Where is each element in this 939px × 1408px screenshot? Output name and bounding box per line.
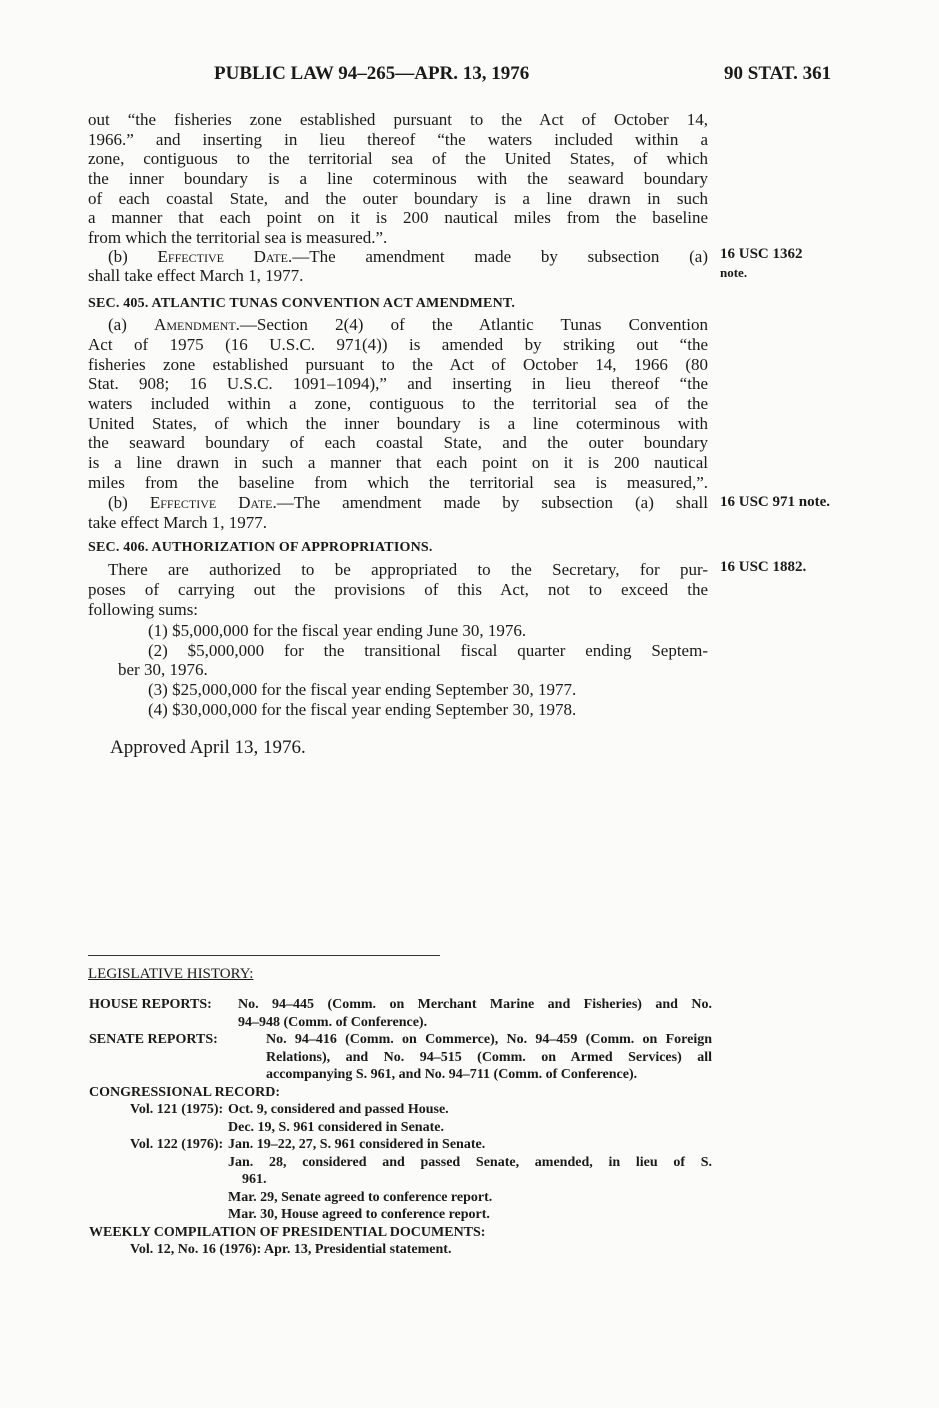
text-line: of each coastal State, and the outer boundary is a line drawn in such — [88, 189, 708, 208]
house-reports: No. 94–445 (Comm. on Merchant Marine and Fisheries) and No. — [238, 997, 712, 1012]
text-line: from which the territorial sea is measured.”. — [88, 228, 388, 247]
sum-item: (1) $5,000,000 for the fiscal year ending June 30, 1976. — [148, 621, 527, 640]
senate-reports: Relations), and No. 94–515 (Comm. on Armed Services) all — [266, 1050, 712, 1065]
sum-item: (4) $30,000,000 for the fiscal year ending September 30, 1978. — [148, 700, 577, 719]
senate-reports-label: SENATE REPORTS: — [89, 1032, 218, 1047]
weekly-compilation-label: WEEKLY COMPILATION OF PRESIDENTIAL DOCUMENTS: — [89, 1225, 486, 1240]
text-line: Stat. 908; 16 U.S.C. 1091–1094),” and inserting in lieu thereof “the — [88, 374, 708, 393]
record-entry: 961. — [242, 1172, 267, 1187]
page-stat-number: 90 STAT. 361 — [724, 63, 832, 84]
section-heading-406: SEC. 406. AUTHORIZATION OF APPROPRIATIONS. — [88, 540, 433, 555]
text-line: waters included within a zone, contiguous to the territorial sea of the — [88, 394, 708, 413]
text-line: the inner boundary is a line coterminous with the seaward boundary — [88, 169, 708, 188]
legislative-history-title: LEGISLATIVE HISTORY: — [88, 966, 254, 982]
senate-reports: No. 94–416 (Comm. on Commerce), No. 94–459 (Comm. on Foreign — [266, 1032, 712, 1047]
section-heading-405: SEC. 405. ATLANTIC TUNAS CONVENTION ACT AMENDMENT. — [88, 296, 516, 311]
sum-item-cont: ber 30, 1976. — [118, 660, 208, 679]
house-reports-label: HOUSE REPORTS: — [89, 997, 212, 1012]
text-line: miles from the baseline from which the territorial sea is measured,”. — [88, 473, 708, 492]
house-reports: 94–948 (Comm. of Conference). — [238, 1015, 428, 1030]
text-line: There are authorized to be appropriated to the Secretary, for pur- — [108, 560, 708, 579]
record-entry: Dec. 19, S. 961 considered in Senate. — [228, 1120, 444, 1135]
margin-note: 16 USC 1362 — [720, 246, 803, 262]
sum-item: (2) $5,000,000 for the transitional fiscal quarter ending Septem- — [148, 641, 708, 660]
vol-122-label: Vol. 122 (1976): — [130, 1137, 224, 1152]
text-line: poses of carrying out the provisions of this Act, not to exceed the — [88, 580, 708, 599]
approval-line: Approved April 13, 1976. — [110, 737, 306, 758]
text-line: is a line drawn in such a manner that each point on it is 200 nautical — [88, 453, 708, 472]
text-line: following sums: — [88, 600, 199, 619]
record-entry: Mar. 30, House agreed to conference report. — [228, 1207, 490, 1222]
margin-note: note. — [720, 265, 748, 280]
record-entry: Jan. 19–22, 27, S. 961 considered in Senate. — [228, 1137, 486, 1152]
text-line: shall take effect March 1, 1977. — [88, 266, 304, 285]
record-entry: Oct. 9, considered and passed House. — [228, 1102, 449, 1117]
weekly-compilation-entry: Vol. 12, No. 16 (1976): Apr. 13, Presidential statement. — [130, 1242, 452, 1257]
record-entry: Mar. 29, Senate agreed to conference report. — [228, 1190, 493, 1205]
text-line: United States, of which the inner boundary is a line coterminous with — [88, 414, 708, 433]
text-line: the seaward boundary of each coastal State, and the outer boundary — [88, 433, 708, 452]
text-line: take effect March 1, 1977. — [88, 513, 268, 532]
text-line: 1966.” and inserting in lieu thereof “the waters included within a — [88, 130, 708, 149]
running-header-title: PUBLIC LAW 94–265—APR. 13, 1976 — [214, 63, 530, 84]
text-line: a manner that each point on it is 200 nautical miles from the baseline — [88, 208, 708, 227]
text-line: fisheries zone established pursuant to the Act of October 14, 1966 (80 — [88, 355, 708, 374]
effective-date-line: (b) Effective Date.—The amendment made by subsection (a) — [108, 247, 708, 266]
record-entry: Jan. 28, considered and passed Senate, amended, in lieu of S. — [228, 1155, 712, 1170]
divider-rule — [88, 955, 440, 956]
senate-reports: accompanying S. 961, and No. 94–711 (Comm. of Conference). — [266, 1067, 638, 1082]
margin-note: 16 USC 1882. — [720, 559, 807, 575]
congressional-record-label: CONGRESSIONAL RECORD: — [89, 1085, 280, 1100]
vol-121-label: Vol. 121 (1975): — [130, 1102, 224, 1117]
text-line: zone, contiguous to the territorial sea of the United States, of which — [88, 149, 708, 168]
text-line: (a) Amendment.—Section 2(4) of the Atlantic Tunas Convention — [108, 315, 708, 334]
sum-item: (3) $25,000,000 for the fiscal year ending September 30, 1977. — [148, 680, 577, 699]
margin-note: 16 USC 971 note. — [720, 494, 831, 510]
text-line: out “the fisheries zone established pursuant to the Act of October 14, — [88, 110, 708, 129]
text-line: Act of 1975 (16 U.S.C. 971(4)) is amended by striking out “the — [88, 335, 708, 354]
effective-date-line: (b) Effective Date.—The amendment made by subsection (a) shall — [108, 493, 708, 512]
